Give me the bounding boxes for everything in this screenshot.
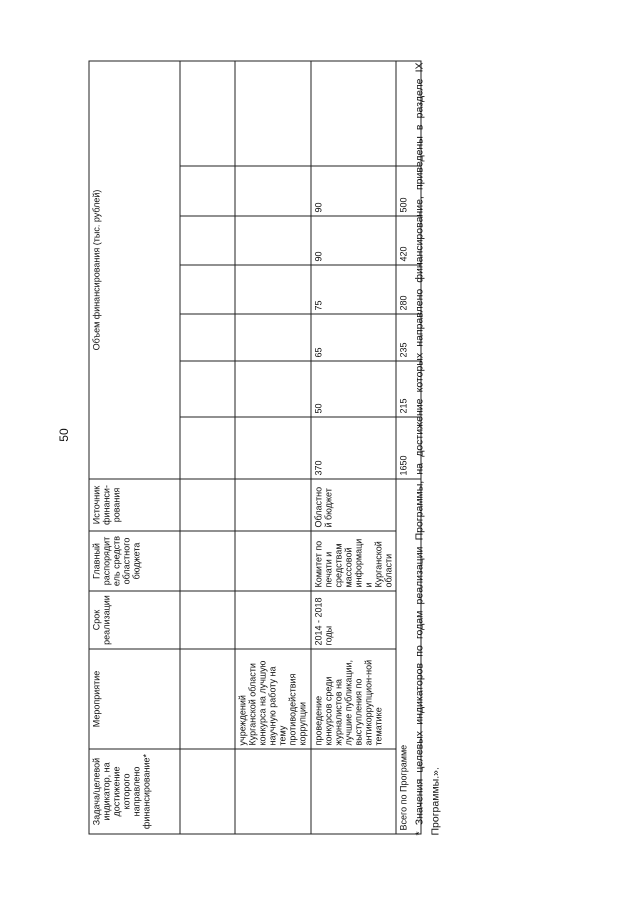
- table-row: [235, 61, 311, 834]
- cell-task: [180, 749, 235, 834]
- cell-term: [235, 591, 311, 649]
- cell-value: [235, 61, 311, 166]
- total-value: 215: [396, 361, 421, 417]
- cell-measure: [180, 649, 235, 749]
- cell-value: 370: [311, 417, 397, 479]
- cell-task: [311, 749, 397, 834]
- header-row: [89, 61, 180, 834]
- header-source: Источник финанси-рования: [89, 479, 180, 531]
- cell-value: 90: [311, 216, 397, 265]
- header-volume: Объем финансирования (тыс. рублей): [89, 61, 180, 479]
- cell-manager: [180, 531, 235, 591]
- cell-manager: Комитет по печати и средствам массовой информации Курганской области: [311, 531, 397, 591]
- cell-measure: проведение конкурсов среди журналистов на лучшие публикации, выступления по антикоррупцион-ной тематике: [311, 649, 397, 749]
- total-value: 420: [396, 216, 421, 265]
- footnote: * Значения целевых индикаторов по годам реализации Программы, на достижение которых направлено финансирование, приведены в разделе IX Программы.».: [413, 62, 442, 836]
- cell-source: Областной бюджет: [311, 479, 397, 531]
- financing-table-sheet: [89, 62, 409, 835]
- total-value: 280: [396, 265, 421, 314]
- total-value: 1650: [396, 417, 421, 479]
- financing-table: [89, 61, 422, 835]
- header-task: Задача/целевой индикатор, на достижение которого направлено финансирование*: [89, 749, 180, 834]
- cell-value: [180, 265, 235, 314]
- total-label: Всего по Программе: [396, 479, 421, 834]
- cell-value: [180, 61, 235, 166]
- cell-value: [180, 361, 235, 417]
- cell-value: [180, 417, 235, 479]
- cell-value: [311, 61, 397, 166]
- cell-source: [180, 479, 235, 531]
- cell-value: 50: [311, 361, 397, 417]
- cell-source: [235, 479, 311, 531]
- table-row: [311, 61, 397, 834]
- cell-value: 75: [311, 265, 397, 314]
- cell-task: [235, 749, 311, 834]
- cell-value: [235, 314, 311, 361]
- cell-value: [235, 216, 311, 265]
- cell-value: 90: [311, 166, 397, 216]
- cell-value: 65: [311, 314, 397, 361]
- cell-manager: [235, 531, 311, 591]
- cell-value: [235, 361, 311, 417]
- cell-measure: учреждений Курганской области конкурса на лучшую научную работу на тему противодействия коррупции: [235, 649, 311, 749]
- page-number: 50: [57, 428, 71, 442]
- cell-value: [180, 216, 235, 265]
- cell-term: 2014 - 2018 годы: [311, 591, 397, 649]
- header-manager: Главный распорядитель средств областного бюджета: [89, 531, 180, 591]
- header-measure: Мероприятие: [89, 649, 180, 749]
- total-value: 500: [396, 166, 421, 216]
- table-row: [180, 61, 235, 834]
- cell-value: [235, 417, 311, 479]
- cell-term: [180, 591, 235, 649]
- cell-value: [235, 166, 311, 216]
- cell-value: [235, 265, 311, 314]
- header-term: Срок реализации: [89, 591, 180, 649]
- total-value: 235: [396, 314, 421, 361]
- cell-value: [180, 166, 235, 216]
- footnote-area: [411, 62, 445, 835]
- cell-value: [180, 314, 235, 361]
